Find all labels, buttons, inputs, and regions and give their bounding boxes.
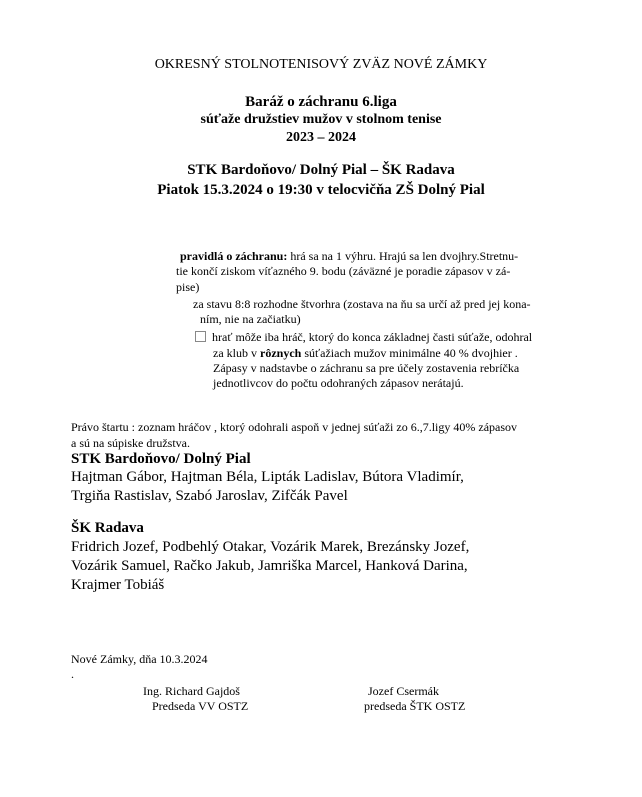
- rules-line-2: tie končí ziskom víťazného 9. bodu (záväzné je poradie zápasov v zá-: [176, 264, 511, 278]
- team1-name: STK Bardoňovo/ Dolný Pial: [71, 451, 251, 467]
- rules-line-3: pise): [176, 280, 200, 294]
- signature-2-name: Jozef Csermák: [368, 684, 439, 698]
- organization-name: OKRESNÝ STOLNOTENISOVÝ ZVÄZ NOVÉ ZÁMKY: [154, 57, 488, 72]
- place-date: Nové Zámky, dňa 10.3.2024: [71, 652, 208, 666]
- rules-line-1: [180, 249, 518, 264]
- season: 2023 – 2024: [286, 130, 356, 145]
- document-title: Baráž o záchranu 6.liga: [245, 94, 397, 110]
- team2-name: ŠK Radava: [71, 520, 144, 536]
- bullet-text-a: za klub v: [213, 346, 260, 360]
- bullet-text-c: súťažiach mužov minimálne 40 % dvojhier .: [301, 346, 518, 360]
- bullet-text-emphasis: rôznych: [260, 346, 302, 360]
- team2-players-line-2: Vozárik Samuel, Račko Jakub, Jamriška Marcel, Hanková Darina,: [71, 558, 468, 574]
- bullet-text: hrať môže iba hráč, ktorý do konca základnej časti súťaže, odohral: [212, 330, 533, 344]
- match-datetime: Piatok 15.3.2024 o 19:30 v telocvičňa ZŠ Dolný Pial: [157, 182, 485, 198]
- eligibility-line-1: Právo štartu : zoznam hráčov , ktorý odohrali aspoň v jednej súťaži zo 6.,7.ligy 40% zápasov: [71, 420, 518, 434]
- rules-line-5: ním, nie na začiatku): [200, 312, 301, 326]
- document-subtitle: súťaže družstiev mužov v stolnom tenise: [200, 112, 442, 127]
- footer-dot: .: [71, 667, 74, 681]
- checkbox-bullet-icon: [195, 331, 206, 342]
- team2-players-line-1: Fridrich Jozef, Podbehlý Otakar, Vozárik Marek, Brezánsky Jozef,: [71, 539, 470, 555]
- rules-text: hrá sa na 1 výhru. Hrajú sa len dvojhry.Stretnu-: [287, 249, 519, 263]
- team1-players-line-1: Hajtman Gábor, Hajtman Béla, Lipták Ladislav, Bútora Vladimír,: [71, 469, 464, 485]
- team1-players-line-2: Trgiňa Rastislav, Szabó Jaroslav, Zifčák Pavel: [71, 488, 348, 504]
- signature-1-name: Ing. Richard Gajdoš: [143, 684, 240, 698]
- rules-bullet-line-1: [195, 330, 532, 345]
- rules-bullet-line-4: jednotlivcov do počtu odohraných zápasov nerátajú.: [213, 376, 464, 390]
- eligibility-line-2: a sú na súpiske družstva.: [71, 436, 190, 450]
- signature-2-role: predseda ŠTK OSTZ: [364, 699, 466, 713]
- signature-1-role: Predseda VV OSTZ: [152, 699, 249, 713]
- rules-label: pravidlá o záchranu:: [180, 249, 288, 263]
- rules-bullet-line-2: [213, 346, 518, 361]
- rules-bullet-line-3: Zápasy v nadstavbe o záchranu sa pre účely zostavenia rebríčka: [213, 361, 520, 375]
- match-title: STK Bardoňovo/ Dolný Pial – ŠK Radava: [187, 162, 455, 178]
- team2-players-line-3: Krajmer Tobiáš: [71, 577, 165, 593]
- rules-line-4: za stavu 8:8 rozhodne štvorhra (zostava na ňu sa určí až pred jej kona-: [193, 297, 531, 311]
